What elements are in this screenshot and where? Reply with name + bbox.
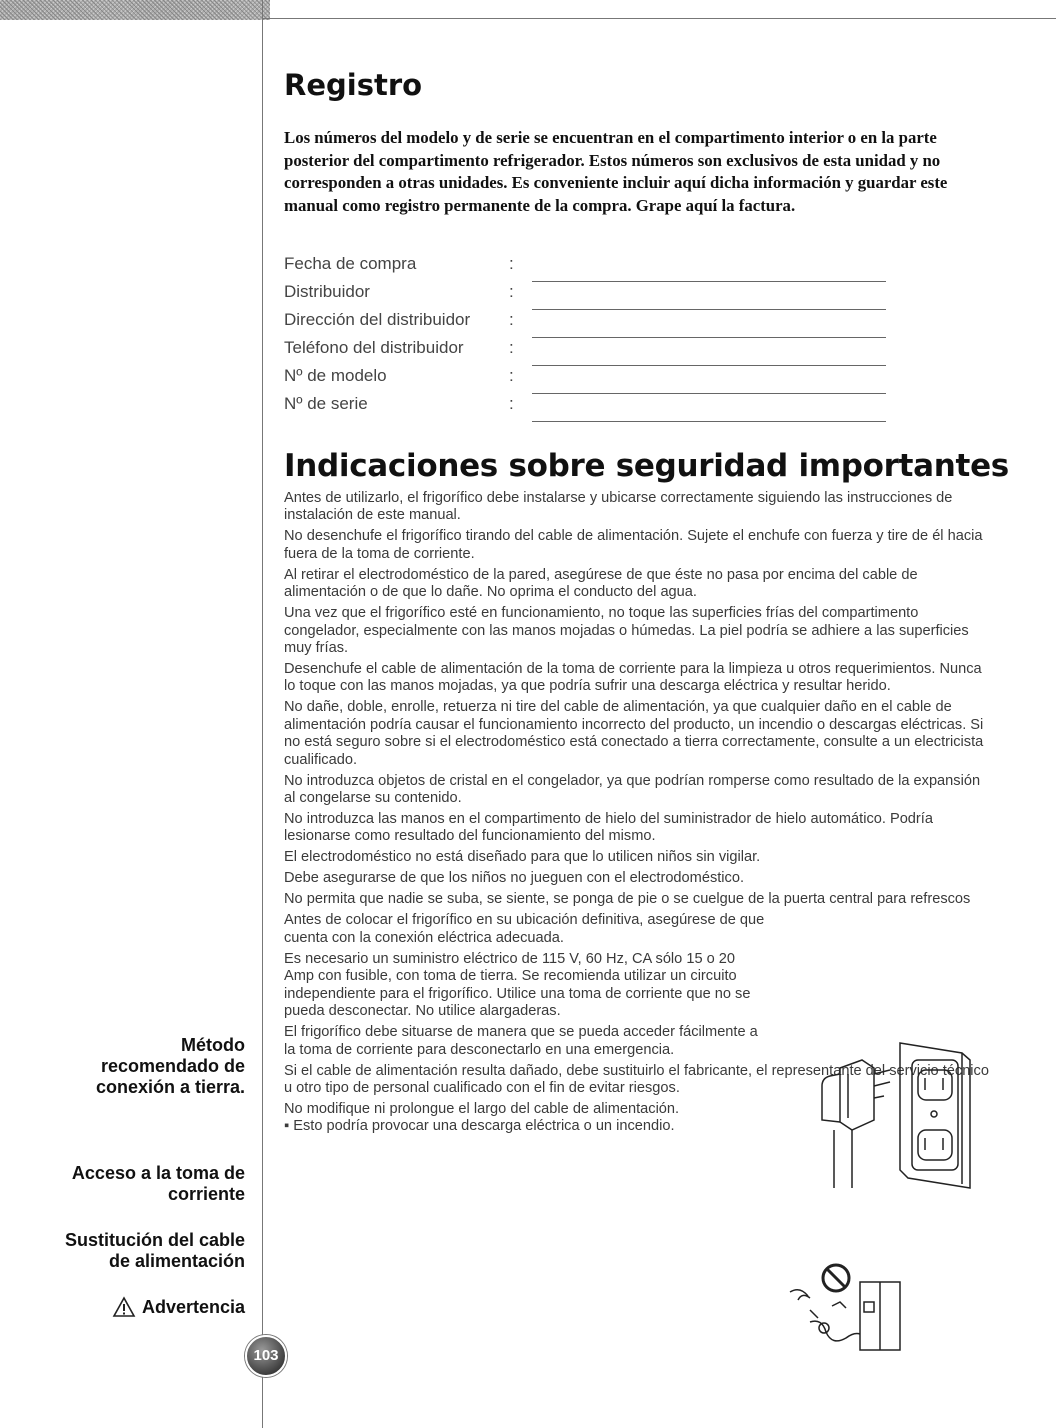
paragraph: Desenchufe el cable de alimentación de la toma de corriente para la limpieza u otros requerimientos. Nunca lo toque con las manos mojadas, ya que podría sufrir una descarga eléctrica y resultar herido. xyxy=(284,661,982,695)
acceso-paragraph: El frigorífico debe situarse de manera que se pueda acceder fácilmente a la toma de corriente para desconectarlo en una emergencia. xyxy=(284,1024,758,1058)
paragraph: No dañe, doble, enrolle, retuerza ni tire del cable de alimentación, ya que cualquier daño en el cable de alimentación podría causar el funcionamiento incorrecto del producto, un incendio o descargas eléctricas. Si no está seguro sobre si el electrodoméstico está conectado a tierra correctamente, consulte a un electricista cualificado. xyxy=(284,699,984,768)
side-heading-advertencia xyxy=(112,1296,245,1318)
paragraph: No introduzca objetos de cristal en el congelador, ya que podrían romperse como resultado de la expansión al congelarse su contenido. xyxy=(284,772,981,807)
field-label: Dirección del distribuidor xyxy=(284,310,471,329)
side-heading-acceso xyxy=(72,1163,245,1205)
paragraph: Una vez que el frigorífico esté en funcionamiento, no toque las superficies frías del compartimento congelador, especialmente con las manos mojadas o húmedas. La piel podría se adhiere a las superficies muy frías. xyxy=(284,605,969,657)
serie-field[interactable] xyxy=(532,421,886,422)
header-pattern xyxy=(0,0,270,20)
bullet-icon: ▪ xyxy=(284,1118,294,1135)
registration-form xyxy=(284,254,894,422)
tierra-paragraph: Antes de colocar el frigorífico en su ubicación definitiva, asegúrese de que cuenta con la conexión eléctrica adecuada. xyxy=(284,912,765,946)
field-colon: : xyxy=(509,394,514,413)
cord-warning-illustration xyxy=(780,1262,924,1354)
form-row xyxy=(284,254,894,282)
side-heading-line: Acceso a la toma de xyxy=(71,1163,245,1183)
sustitucion-paragraph: Si el cable de alimentación resulta dañado, debe sustituirlo el fabricante, el representante del servicio técnico u otro tipo de personal cualificado con el fin de evitar riesgos. xyxy=(284,1062,989,1096)
paragraph: Al retirar el electrodoméstico de la pared, asegúrese de que éste no pasa por encima del cable de alimentación o de que lo dañe. No oprima el conducto del agua. xyxy=(284,566,918,601)
side-heading-sustitucion xyxy=(65,1230,245,1272)
paragraph: El electrodoméstico no está diseñado para que lo utilicen niños sin vigilar. xyxy=(284,849,761,866)
seguridad-title: Indicaciones sobre seguridad importantes xyxy=(284,448,1009,484)
advertencia-paragraph: No modifique ni prolongue el largo del cable de alimentación. xyxy=(284,1100,680,1117)
paragraph: No introduzca las manos en el compartimento de hielo del suministrador de hielo automático. Podría lesionarse como resultado del funcionamiento del mismo. xyxy=(284,811,933,845)
form-row xyxy=(284,366,894,394)
field-label: Distribuidor xyxy=(284,282,370,301)
field-colon: : xyxy=(509,310,514,329)
side-heading-line: Sustitución del cable xyxy=(64,1230,245,1250)
tierra-paragraph: Es necesario un suministro eléctrico de 115 V, 60 Hz, CA sólo 15 o 20 Amp con fusible, con toma de tierra. Se recomienda utilizar un circuito independiente para el frigorífico. Utilice una toma de corriente que no se pueda desconectar. No utilice alargaderas. xyxy=(284,950,751,1020)
field-colon: : xyxy=(509,254,514,273)
form-row xyxy=(284,394,894,422)
field-label: Nº de modelo xyxy=(284,366,387,385)
paragraph: No desenchufe el frigorífico tirando del cable de alimentación. Sujete el enchufe con fuerza y tire de él hacia fuera de la toma de corriente. xyxy=(284,528,983,562)
side-heading-line: conexión a tierra. xyxy=(95,1077,245,1097)
advertencia-note-text: Esto podría provocar una descarga eléctrica o un incendio. xyxy=(293,1118,675,1135)
registro-title: Registro xyxy=(284,68,423,102)
field-label: Nº de serie xyxy=(284,394,368,413)
margin-rule xyxy=(262,0,263,1428)
field-colon: : xyxy=(509,366,514,385)
form-row xyxy=(284,282,894,310)
side-heading-line: corriente xyxy=(167,1184,245,1204)
paragraph: Debe asegurarse de que los niños no jueguen con el electrodoméstico. xyxy=(284,870,745,887)
warning-icon xyxy=(112,1296,136,1318)
side-heading-line: recomendado de xyxy=(100,1056,245,1076)
side-heading-metodo xyxy=(96,1035,245,1098)
field-colon: : xyxy=(509,338,514,357)
side-heading-line: de alimentación xyxy=(108,1251,245,1271)
form-row xyxy=(284,338,894,366)
page-number: 103 xyxy=(245,1335,287,1377)
form-row xyxy=(284,310,894,338)
field-label: Fecha de compra xyxy=(284,254,417,273)
advertencia-label: Advertencia xyxy=(141,1296,245,1317)
registro-intro: Los números del modelo y de serie se encuentran en el compartimento interior o en la parte posterior del compartimento refrigerador. Estos números son exclusivos de esta unidad y no corresponden a otras unidades. Es conveniente incluir aquí dicha información y guardar este manual como registro permanente de la compra. Grape aquí la factura. xyxy=(284,128,948,215)
field-colon: : xyxy=(509,282,514,301)
outlet-plug-illustration xyxy=(812,1038,974,1190)
field-label: Teléfono del distribuidor xyxy=(284,338,464,357)
header-rule xyxy=(262,18,1056,19)
paragraph: No permita que nadie se suba, se siente, se ponga de pie o se cuelgue de la puerta central para refrescos xyxy=(284,891,971,908)
paragraph: Antes de utilizarlo, el frigorífico debe instalarse y ubicarse correctamente siguiendo las instrucciones de instalación de este manual. xyxy=(284,490,953,524)
side-heading-line: Método xyxy=(181,1035,245,1055)
